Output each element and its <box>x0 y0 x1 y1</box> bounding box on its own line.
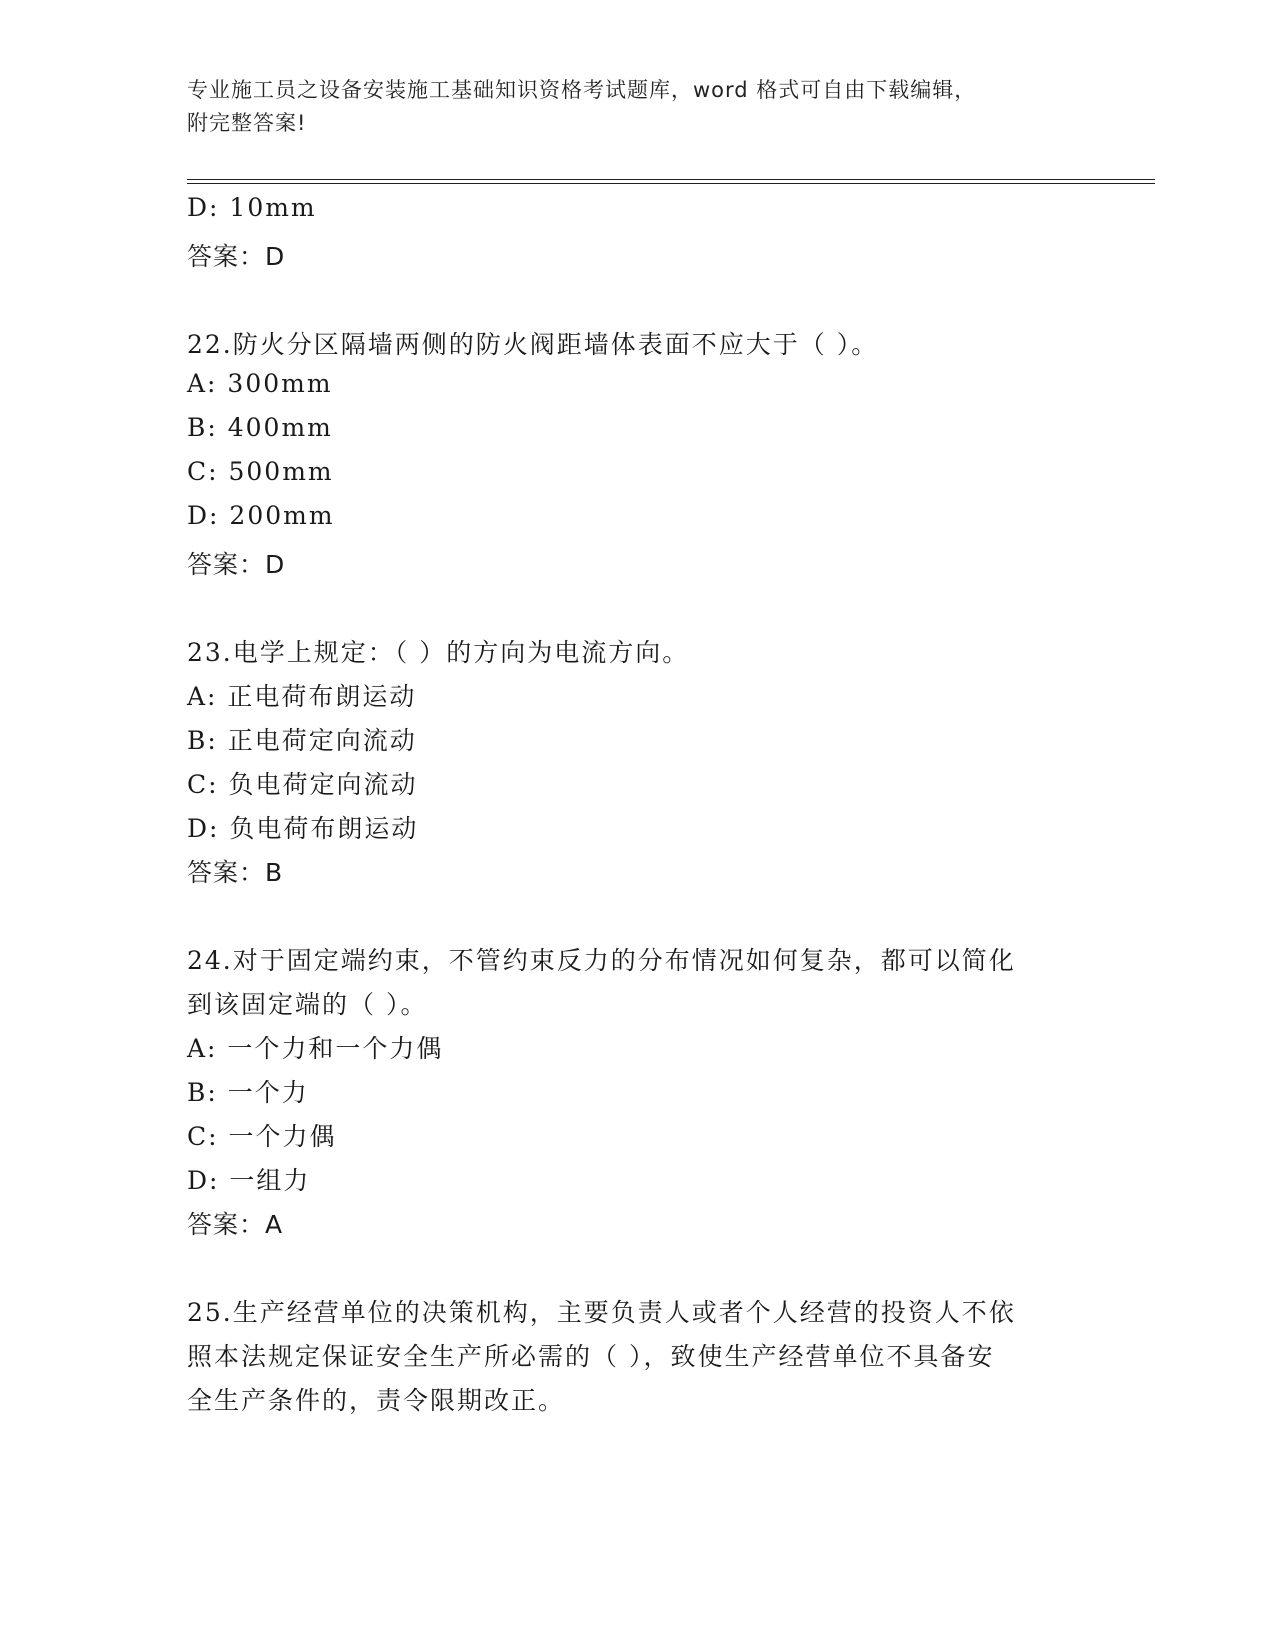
option-line: D: 200mm <box>187 501 335 530</box>
question-text: 23.电学上规定：（ ）的方向为电流方向。 <box>187 638 690 667</box>
question-text: 25.生产经营单位的决策机构，主要负责人或者个人经营的投资人不依 <box>187 1298 1016 1327</box>
question-text: 22.防火分区隔墙两侧的防火阀距墙体表面不应大于（ ）。 <box>187 330 879 359</box>
option-line: C: 500mm <box>187 457 334 486</box>
answer-line: 答案：A <box>187 1210 284 1239</box>
option-line: B: 正电荷定向流动 <box>187 726 417 755</box>
option-line: D: 10mm <box>187 193 317 222</box>
question-text: 24.对于固定端约束，不管约束反力的分布情况如何复杂，都可以简化 <box>187 946 1016 975</box>
answer-line: 答案：D <box>187 242 286 271</box>
option-line: B: 一个力 <box>187 1078 309 1107</box>
header-divider <box>187 179 1155 180</box>
answer-line: 答案：B <box>187 858 284 887</box>
header-divider <box>187 183 1155 184</box>
option-line: D: 一组力 <box>187 1166 311 1195</box>
page-header <box>187 74 1067 140</box>
question-text: 到该固定端的（ ）。 <box>187 990 428 1019</box>
answer-line: 答案：D <box>187 550 286 579</box>
option-line: C: 负电荷定向流动 <box>187 770 418 799</box>
option-line: B: 400mm <box>187 413 333 442</box>
option-line: D: 负电荷布朗运动 <box>187 814 419 843</box>
header-line: 专业施工员之设备安装施工基础知识资格考试题库，word 格式可自由下载编辑， <box>187 78 977 102</box>
option-line: A: 一个力和一个力偶 <box>187 1034 444 1063</box>
option-line: C: 一个力偶 <box>187 1122 337 1151</box>
header-line: 附完整答案! <box>187 111 307 135</box>
question-text: 照本法规定保证安全生产所必需的（ ），致使生产经营单位不具备安 <box>187 1342 995 1371</box>
option-line: A: 正电荷布朗运动 <box>187 682 417 711</box>
option-line: A: 300mm <box>187 369 333 398</box>
question-text: 全生产条件的，责令限期改正。 <box>187 1386 566 1415</box>
